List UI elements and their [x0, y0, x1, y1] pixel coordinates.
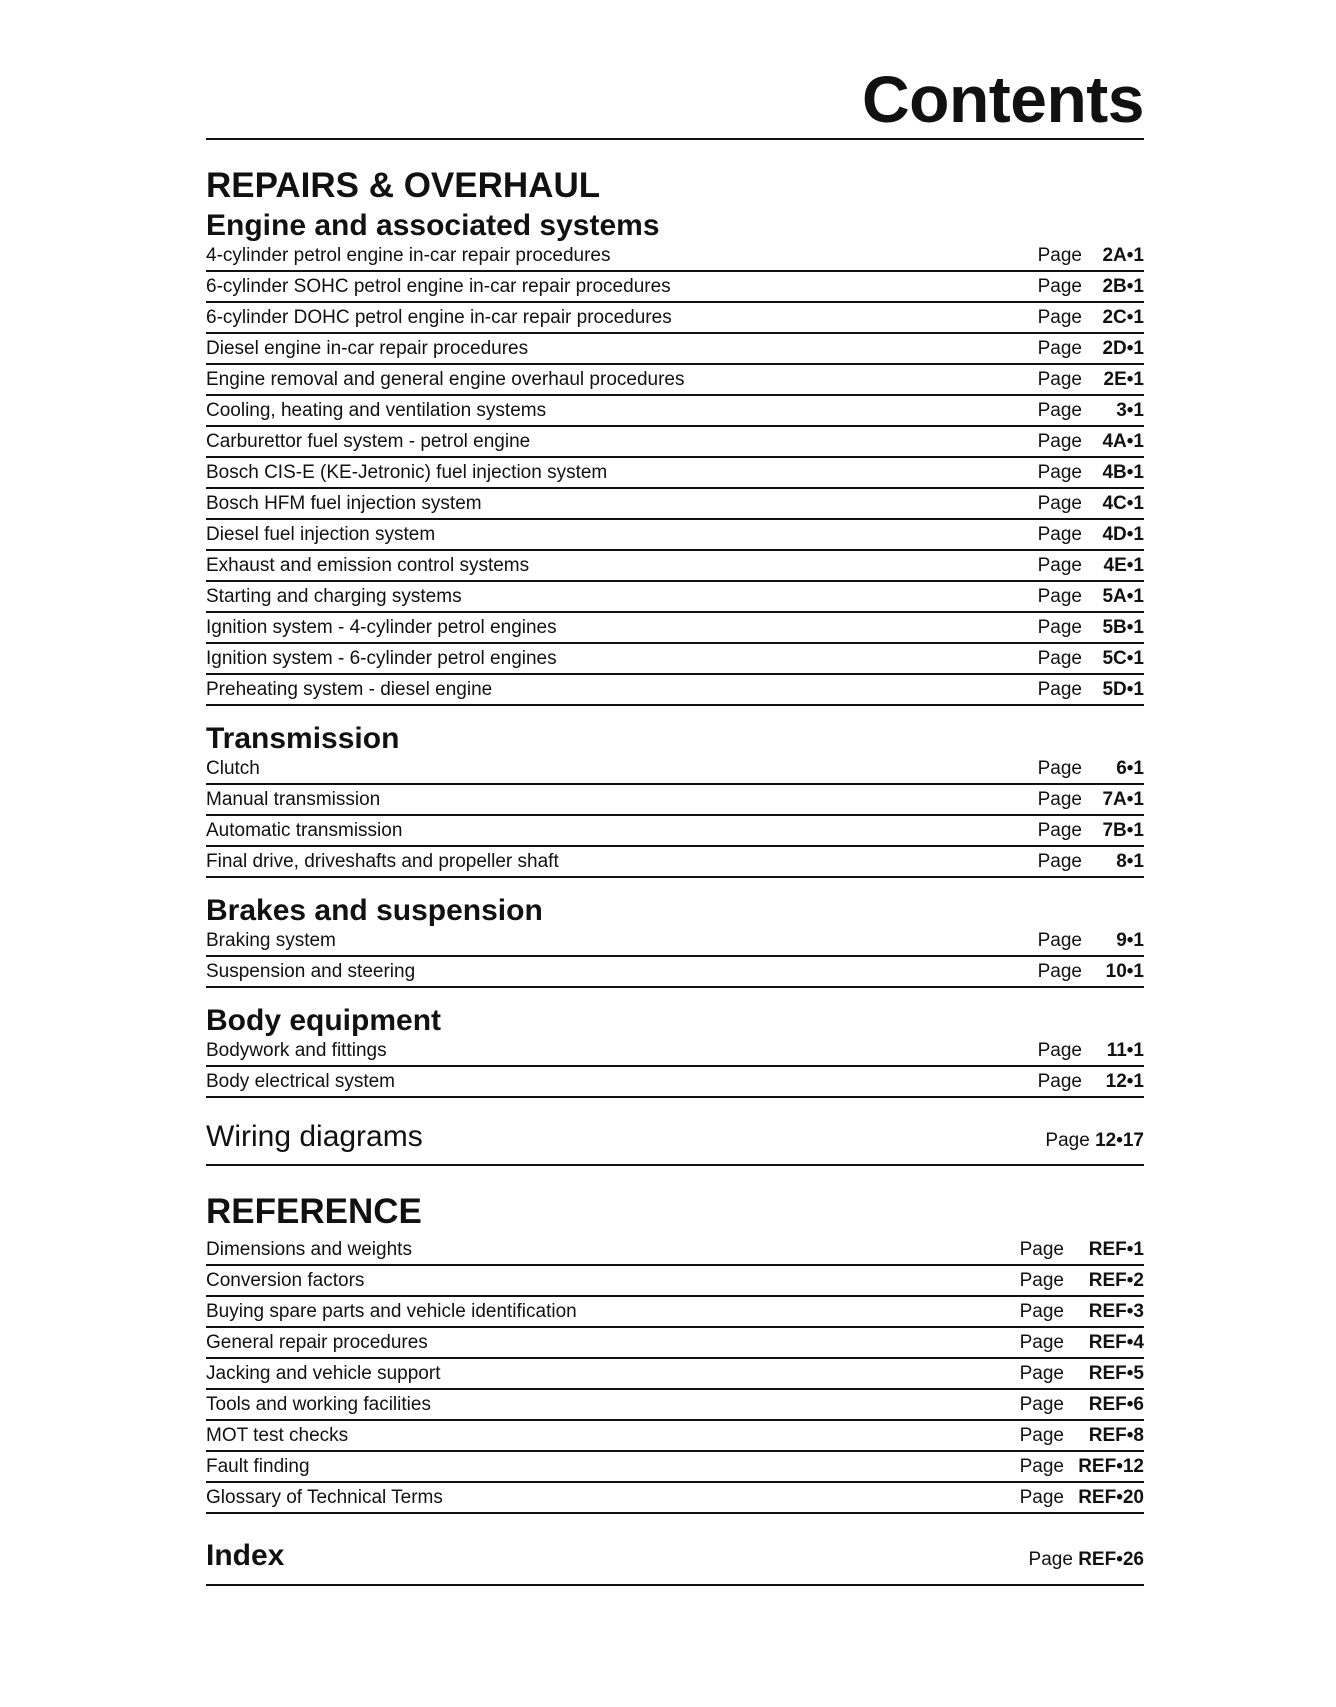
toc-entry-label: Index: [206, 1539, 285, 1572]
page-word: Page: [1037, 400, 1082, 421]
page-word: Page: [1019, 1394, 1064, 1415]
toc-entry-label: MOT test checks: [206, 1425, 349, 1446]
toc-entry[interactable]: [206, 754, 1144, 785]
page-word: Page: [1037, 338, 1082, 359]
page-number: 4A•1: [1102, 431, 1144, 452]
page-number: 12•1: [1105, 1071, 1144, 1092]
page-word: Page: [1037, 961, 1082, 982]
page-number: 2E•1: [1103, 369, 1144, 390]
toc-page-ref: [1038, 458, 1144, 488]
section-heading: Engine and associated systems: [206, 209, 660, 242]
toc-page-ref: [1038, 957, 1144, 987]
section-heading: Body equipment: [206, 1004, 442, 1037]
page-word: Page: [1037, 431, 1082, 452]
toc-page-ref: [1020, 1328, 1144, 1358]
toc-entry-label: Ignition system - 4-cylinder petrol engines: [206, 617, 557, 638]
page-word: Page: [1037, 493, 1082, 514]
toc-entry[interactable]: [206, 926, 1144, 957]
page-number: 2B•1: [1102, 276, 1144, 297]
page-number: 5B•1: [1102, 617, 1144, 638]
toc-entry[interactable]: [206, 582, 1144, 613]
toc-page-ref: [1020, 1452, 1144, 1482]
page-number: 12•17: [1095, 1130, 1144, 1151]
toc-entry-label: Diesel fuel injection system: [206, 524, 436, 545]
toc-entry-label: Preheating system - diesel engine: [206, 679, 493, 700]
toc-page-ref: [1038, 1067, 1144, 1097]
page-number: 4B•1: [1102, 462, 1144, 483]
toc-page-ref: [1020, 1297, 1144, 1327]
page-number: REF•3: [1088, 1301, 1144, 1322]
toc-entry[interactable]: [206, 613, 1144, 644]
toc-entry-label: Starting and charging systems: [206, 586, 462, 607]
toc-entry-label: Final drive, driveshafts and propeller shaft: [206, 851, 559, 872]
page-word: Page: [1037, 1040, 1082, 1061]
page-word: Page: [1028, 1549, 1073, 1570]
page-word: Page: [1037, 820, 1082, 841]
toc-page-ref: [1020, 1266, 1144, 1296]
page-number: REF•20: [1078, 1487, 1144, 1508]
toc-page-ref: [1038, 427, 1144, 457]
page-word: Page: [1045, 1130, 1090, 1151]
part-heading-reference: REFERENCE: [206, 1192, 422, 1231]
toc-entry[interactable]: [206, 1235, 1144, 1266]
page-word: Page: [1037, 789, 1082, 810]
toc-entry-index[interactable]: [206, 1532, 1144, 1586]
toc-entry-label: Clutch: [206, 758, 260, 779]
toc-entry-label: Bodywork and fittings: [206, 1040, 387, 1061]
toc-entry[interactable]: [206, 551, 1144, 582]
page-number: REF•2: [1088, 1270, 1144, 1291]
page-word: Page: [1037, 679, 1082, 700]
repairs-sections: [206, 211, 1144, 1098]
toc-entry-wiring-diagrams[interactable]: [206, 1114, 1144, 1166]
page-number: 7A•1: [1102, 789, 1144, 810]
toc-entry-label: Diesel engine in-car repair procedures: [206, 338, 529, 359]
toc-entry[interactable]: [206, 644, 1144, 675]
toc-entry-label: Fault finding: [206, 1456, 310, 1477]
toc-entry-label: Braking system: [206, 930, 336, 951]
page-number: 10•1: [1105, 961, 1144, 982]
toc-page-ref: [1038, 847, 1144, 877]
toc-page-ref: [1020, 1390, 1144, 1420]
toc-page-ref: [1038, 785, 1144, 815]
toc-entry[interactable]: [206, 458, 1144, 489]
page-number: 5C•1: [1102, 648, 1144, 669]
toc-page-ref: [1038, 396, 1144, 426]
toc-entry[interactable]: [206, 816, 1144, 847]
page-number: 9•1: [1116, 930, 1144, 951]
page-number: 4E•1: [1103, 555, 1144, 576]
page-word: Page: [1019, 1487, 1064, 1508]
page-word: Page: [1019, 1239, 1064, 1260]
toc-entry[interactable]: [206, 334, 1144, 365]
toc-page-ref: [1038, 582, 1144, 612]
toc-entry-label: Suspension and steering: [206, 961, 416, 982]
toc-page-ref: [1038, 754, 1144, 784]
page-word: Page: [1037, 276, 1082, 297]
page-word: Page: [1019, 1332, 1064, 1353]
toc-entry[interactable]: [206, 427, 1144, 458]
toc-page-ref: [1020, 1421, 1144, 1451]
page-word: Page: [1019, 1270, 1064, 1291]
toc-entry[interactable]: [206, 1483, 1144, 1514]
toc-entry-label: Wiring diagrams: [206, 1120, 423, 1153]
page-number: 11•1: [1106, 1040, 1144, 1061]
toc-entry[interactable]: [206, 1067, 1144, 1098]
page-number: REF•8: [1088, 1425, 1144, 1446]
toc-entry-label: Buying spare parts and vehicle identification: [206, 1301, 577, 1322]
contents-page: [206, 0, 1144, 1586]
toc-entry-label: Glossary of Technical Terms: [206, 1487, 443, 1508]
page-number: 2C•1: [1102, 307, 1144, 328]
page-number: 5D•1: [1102, 679, 1144, 700]
toc-entry-label: Manual transmission: [206, 789, 381, 810]
toc-page-ref: [1038, 365, 1144, 395]
toc-entry-label: Jacking and vehicle support: [206, 1363, 441, 1384]
page-number: 5A•1: [1102, 586, 1144, 607]
toc-entry-label: Conversion factors: [206, 1270, 365, 1291]
toc-entry-label: 6-cylinder SOHC petrol engine in-car repair procedures: [206, 276, 671, 297]
toc-entry-label: Body electrical system: [206, 1071, 396, 1092]
toc-entry[interactable]: [206, 396, 1144, 427]
page-number: 7B•1: [1102, 820, 1144, 841]
toc-page-ref: [1038, 644, 1144, 674]
toc-page-ref: [1038, 675, 1144, 705]
page-number: REF•5: [1088, 1363, 1144, 1384]
section-heading: Brakes and suspension: [206, 894, 543, 927]
page-number: REF•4: [1088, 1332, 1144, 1353]
toc-entry[interactable]: [206, 957, 1144, 988]
toc-page-ref: [1045, 1130, 1144, 1152]
toc-page-ref: [1038, 551, 1144, 581]
toc-page-ref: [1038, 241, 1144, 271]
toc-page-ref: [1020, 1235, 1144, 1265]
toc-entry[interactable]: [206, 520, 1144, 551]
page-word: Page: [1037, 555, 1082, 576]
page-word: Page: [1037, 930, 1082, 951]
page-number: 2D•1: [1102, 338, 1144, 359]
toc-page-ref: [1038, 1036, 1144, 1066]
page-word: Page: [1019, 1425, 1064, 1446]
toc-entry-label: Cooling, heating and ventilation systems: [206, 400, 547, 421]
toc-page-ref: [1038, 334, 1144, 364]
toc-entry-label: Automatic transmission: [206, 820, 403, 841]
toc-page-ref: [1020, 1483, 1144, 1513]
toc-entry[interactable]: [206, 303, 1144, 334]
toc-entry[interactable]: [206, 489, 1144, 520]
page-word: Page: [1037, 851, 1082, 872]
page-number: REF•12: [1078, 1456, 1144, 1477]
page-word: Page: [1037, 617, 1082, 638]
toc-entry[interactable]: [206, 785, 1144, 816]
toc-page-ref: [1038, 489, 1144, 519]
part-heading-repairs: REPAIRS & OVERHAUL: [206, 166, 601, 205]
toc-entry-label: Bosch CIS-E (KE-Jetronic) fuel injection system: [206, 462, 608, 483]
page-word: Page: [1037, 307, 1082, 328]
page-word: Page: [1037, 758, 1082, 779]
toc-entry[interactable]: [206, 1266, 1144, 1297]
page-number: 2A•1: [1102, 245, 1144, 266]
toc-entry-label: General repair procedures: [206, 1332, 428, 1353]
page-number: REF•26: [1078, 1549, 1144, 1570]
toc-entry[interactable]: [206, 1297, 1144, 1328]
toc-page-ref: [1038, 520, 1144, 550]
toc-page-ref: [1038, 926, 1144, 956]
page-word: Page: [1019, 1301, 1064, 1322]
toc-page-ref: [1038, 303, 1144, 333]
toc-entry[interactable]: [206, 1421, 1144, 1452]
page-word: Page: [1037, 648, 1082, 669]
section-heading: Transmission: [206, 722, 400, 755]
toc-entry-label: Exhaust and emission control systems: [206, 555, 530, 576]
toc-entry[interactable]: [206, 1452, 1144, 1483]
toc-entry[interactable]: [206, 1036, 1144, 1067]
toc-entry-label: Bosch HFM fuel injection system: [206, 493, 482, 514]
page-title: Contents: [206, 0, 1144, 140]
page-number: REF•1: [1088, 1239, 1144, 1260]
toc-page-ref: [1038, 272, 1144, 302]
toc-entry[interactable]: [206, 847, 1144, 878]
page-number: 3•1: [1116, 400, 1144, 421]
toc-page-ref: [1029, 1549, 1144, 1571]
toc-page-ref: [1038, 613, 1144, 643]
page-number: 8•1: [1116, 851, 1144, 872]
toc-entry-label: Ignition system - 6-cylinder petrol engines: [206, 648, 557, 669]
page-word: Page: [1037, 245, 1082, 266]
page-number: 4D•1: [1102, 524, 1144, 545]
toc-entry-label: 6-cylinder DOHC petrol engine in-car repair procedures: [206, 307, 672, 328]
page-word: Page: [1037, 524, 1082, 545]
toc-entry-label: Carburettor fuel system - petrol engine: [206, 431, 531, 452]
toc-page-ref: [1038, 816, 1144, 846]
reference-list: [206, 1235, 1144, 1514]
page-word: Page: [1037, 369, 1082, 390]
page-word: Page: [1019, 1456, 1064, 1477]
toc-entry-label: 4-cylinder petrol engine in-car repair procedures: [206, 245, 611, 266]
toc-entry[interactable]: [206, 1359, 1144, 1390]
toc-entry-label: Dimensions and weights: [206, 1239, 412, 1260]
toc-entry[interactable]: [206, 675, 1144, 706]
page-number: 6•1: [1116, 758, 1144, 779]
toc-entry[interactable]: [206, 365, 1144, 396]
toc-entry-label: Tools and working facilities: [206, 1394, 431, 1415]
toc-entry[interactable]: [206, 272, 1144, 303]
toc-page-ref: [1020, 1359, 1144, 1389]
page-word: Page: [1037, 462, 1082, 483]
page-word: Page: [1019, 1363, 1064, 1384]
page-word: Page: [1037, 1071, 1082, 1092]
page-number: REF•6: [1088, 1394, 1144, 1415]
toc-entry[interactable]: [206, 1390, 1144, 1421]
toc-entry-label: Engine removal and general engine overhaul procedures: [206, 369, 685, 390]
page-word: Page: [1037, 586, 1082, 607]
page-number: 4C•1: [1102, 493, 1144, 514]
toc-entry[interactable]: [206, 1328, 1144, 1359]
toc-entry[interactable]: [206, 241, 1144, 272]
